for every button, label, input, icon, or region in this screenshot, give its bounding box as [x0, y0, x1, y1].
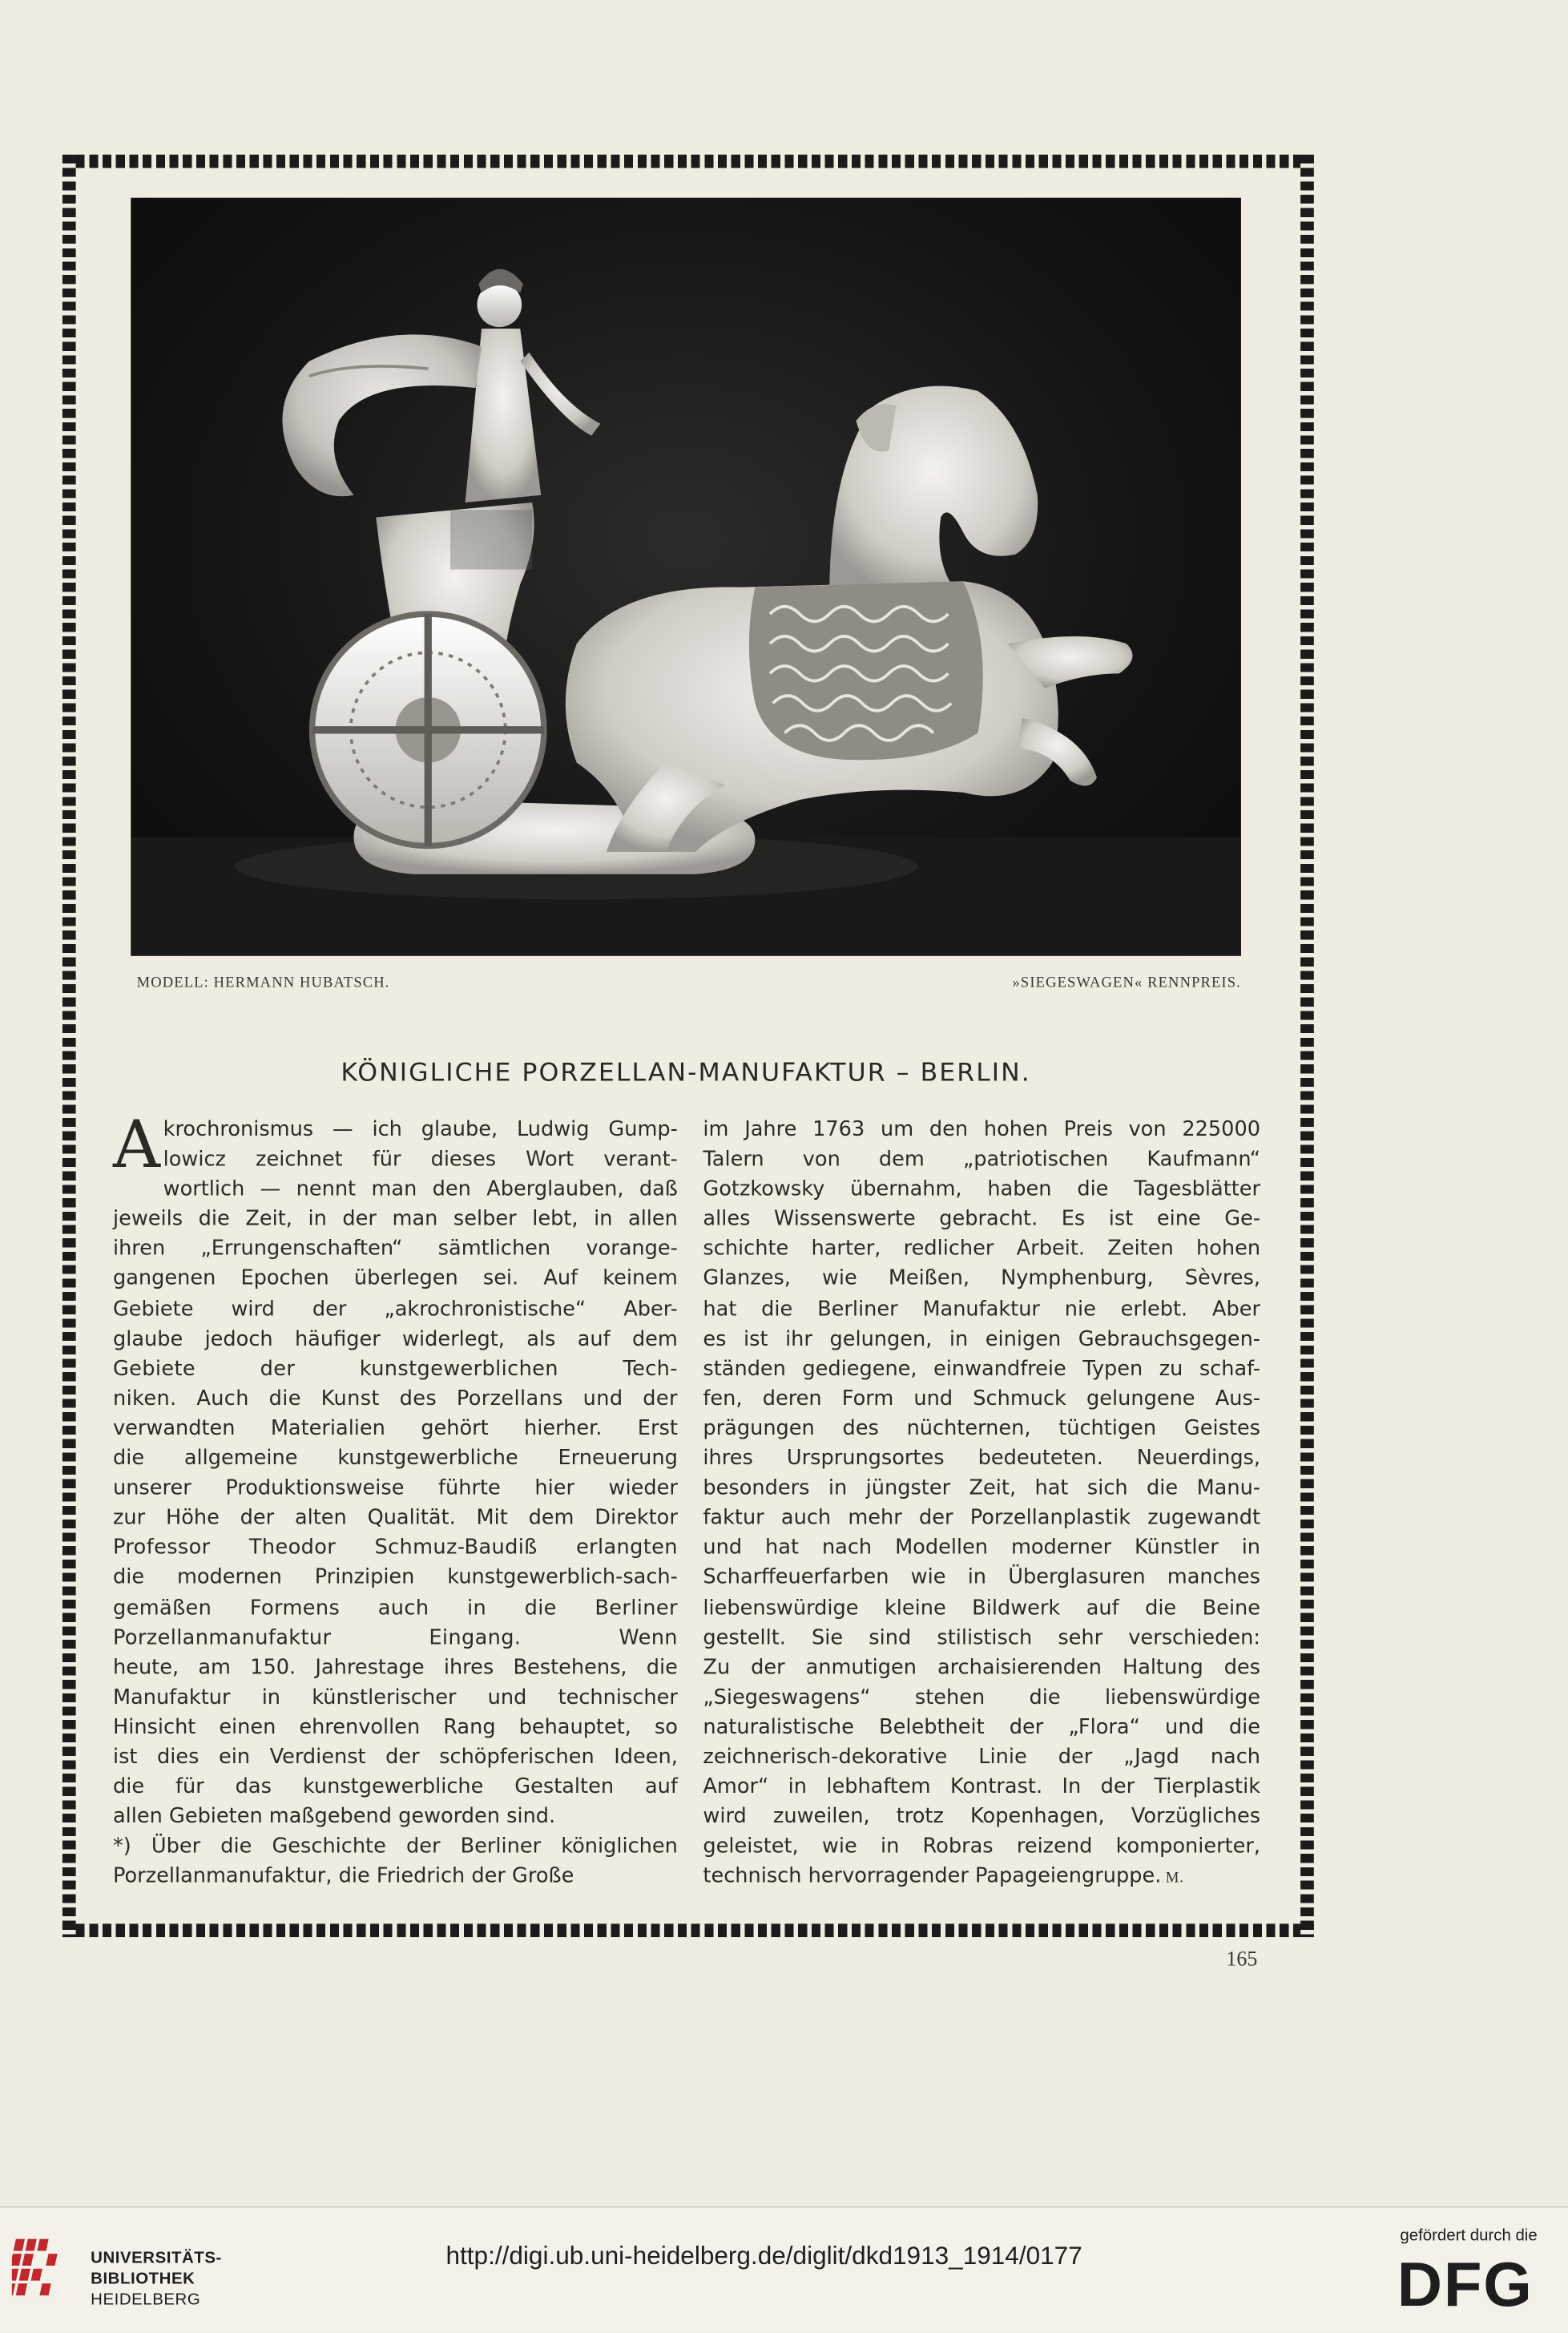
logo-bar [37, 2239, 48, 2251]
text-line: die modernen Prinzipien kunstgewerblich-sach- [112, 1566, 678, 1590]
frame-right [1300, 155, 1314, 1937]
text-line: technisch hervorragender Papageiengruppe. M. [703, 1864, 1184, 1889]
text-line: Porzellanmanufaktur, die Friedrich der Große [112, 1864, 574, 1889]
text-line: glaube jedoch häufiger widerlegt, als auf dem [112, 1326, 678, 1351]
text-line: gestellt. Sie sind stilistisch sehr verschieden: [703, 1625, 1261, 1650]
caption-title: »SIEGESWAGEN« RENNPREIS. [1012, 975, 1241, 992]
logo-bar [12, 2254, 22, 2266]
article-title: KÖNIGLICHE PORZELLAN-MANUFAKTUR – BERLIN. [341, 1058, 1031, 1088]
text-line: Gebiete wird der „akrochronistische“ Aber- [112, 1297, 678, 1322]
library-name-line1: UNIVERSITÄTS- [91, 2249, 222, 2267]
university-library-logo-icon [12, 2230, 80, 2307]
dfg-logo: DFG [1397, 2249, 1534, 2319]
text-line: Porzellanmanufaktur Eingang. Wenn [112, 1625, 678, 1650]
text-line: fen, deren Form und Schmuck gelungene Aus- [703, 1386, 1261, 1411]
page-number: 165 [1226, 1948, 1258, 1972]
text-line: *) Über die Geschichte der Berliner königlichen [112, 1835, 678, 1859]
frame-bottom [62, 1923, 1314, 1937]
text-line: ihres Ursprungsortes bedeuteten. Neuerdings, [703, 1446, 1261, 1471]
logo-bar [46, 2254, 57, 2266]
text-line: unserer Produktionsweise führte hier wieder [112, 1476, 678, 1500]
text-line: jeweils die Zeit, in der man selber lebt, in allen [112, 1207, 678, 1232]
text-line: Professor Theodor Schmuz-Baudiß erlangten [112, 1536, 678, 1560]
text-line: krochronismus — ich glaube, Ludwig Gump- [163, 1117, 678, 1142]
text-line: verwandten Materialien gehört hierher. Erst [112, 1416, 678, 1441]
frame-top [62, 155, 1314, 168]
text-line: zeichnerisch-dekorative Linie der „Jagd nach [703, 1745, 1261, 1770]
text-line: niken. Auch die Kunst des Porzellans und der [112, 1386, 678, 1411]
chariot-photograph [131, 198, 1241, 956]
text-line: Scharffeuerfarben wie in Überglasuren manches [703, 1566, 1261, 1590]
text-line: hat die Berliner Manufaktur nie erlebt. Aber [703, 1297, 1261, 1322]
logo-bar [12, 2269, 18, 2281]
caption-modeller: MODELL: HERMANN HUBATSCH. [136, 975, 390, 992]
text-line: Gotzkowsky übernahm, haben die Tagesblätter [703, 1177, 1261, 1202]
text-line: „Siegeswagens“ stehen die liebenswürdige [703, 1685, 1261, 1709]
text-line: Manufaktur in künstlerischer und technischer [112, 1685, 678, 1709]
text-line: ihren „Errungenschaften“ sämtlichen vorange- [112, 1237, 678, 1261]
text-line: heute, am 150. Jahrestage ihres Bestehens, die [112, 1655, 678, 1680]
library-name-line3: HEIDELBERG [91, 2291, 201, 2309]
article-column-right [703, 1115, 1260, 1891]
dropcap: A [112, 1107, 160, 1184]
text-line: und hat nach Modellen moderner Künstler in [703, 1536, 1261, 1560]
text-line: prägungen des nüchternen, tüchtigen Geistes [703, 1416, 1261, 1441]
text-line: im Jahre 1763 um den hohen Preis von 225000 [703, 1117, 1261, 1142]
text-line: gangenen Epochen überlegen sei. Auf keinem [112, 1267, 678, 1292]
logo-bar [39, 2283, 50, 2295]
text-line: die allgemeine kunstgewerbliche Erneuerung [112, 1446, 678, 1471]
text-line: besonders in jüngster Zeit, hat sich die Manu- [703, 1476, 1261, 1500]
logo-bar [26, 2239, 37, 2251]
text-line: ist dies ein Verdienst der schöpferischen Ideen, [112, 1745, 678, 1770]
logo-bar [22, 2254, 34, 2266]
logo-bar [19, 2269, 30, 2281]
text-line: allen Gebieten maßgebend geworden sind. [112, 1805, 556, 1829]
permalink-url[interactable]: http://digi.ub.uni-heidelberg.de/diglit/dkd1913_1914/0177 [445, 2242, 1082, 2270]
text-line: Zu der anmutigen archaisierenden Haltung des [703, 1655, 1261, 1680]
text-line: zur Höhe der alten Qualität. Mit dem Direktor [112, 1506, 678, 1531]
author-signature: M. [1161, 1871, 1184, 1887]
text-line: schichte harter, redlicher Arbeit. Zeiten hohen [703, 1237, 1261, 1261]
text-line: Hinsicht einen ehrenvollen Rang behauptet, so [112, 1715, 678, 1740]
funding-note: gefördert durch die [1400, 2226, 1538, 2246]
text-line: lowicz zeichnet für dieses Wort verant- [163, 1148, 678, 1172]
text-line: ständen gediegene, einwandfreie Typen zu schaf- [703, 1357, 1261, 1381]
text-line: geleistet, wie in Robras reizend komponierter, [703, 1835, 1261, 1859]
text-line: es ist ihr gelungen, in einigen Gebrauchsgegen- [703, 1326, 1261, 1351]
frame-left [62, 155, 76, 1937]
text-line: gemäßen Formens auch in die Berliner [112, 1596, 678, 1621]
article-column-left [112, 1107, 678, 1891]
text-line: Glanzes, wie Meißen, Nymphenburg, Sèvres, [703, 1267, 1261, 1292]
text-line: wird zuweilen, trotz Kopenhagen, Vorzügliches [703, 1805, 1261, 1829]
text-line: Amor“ in lebhaftem Kontrast. In der Tierplastik [703, 1774, 1261, 1799]
text-line: Gebiete der kunstgewerblichen Tech- [112, 1357, 678, 1381]
text-line: naturalistische Belebtheit der „Flora“ und die [703, 1715, 1261, 1740]
logo-bar [14, 2239, 25, 2251]
text-line: die für das kunstgewerbliche Gestalten auf [112, 1774, 678, 1799]
logo-bar [16, 2283, 27, 2295]
library-name-line2: BIBLIOTHEK [91, 2270, 195, 2288]
text-line: faktur auch mehr der Porzellanplastik zugewandt [703, 1506, 1261, 1531]
logo-bar [31, 2269, 42, 2281]
logo-bar [12, 2283, 15, 2295]
text-line: liebenswürdige kleine Bildwerk auf die Beine [703, 1596, 1261, 1621]
text-line: alles Wissenswerte gebracht. Es ist eine Ge- [703, 1207, 1261, 1232]
text-line: wortlich — nennt man den Aberglauben, daß [163, 1177, 678, 1202]
text-line: Talern von dem „patriotischen Kaufmann“ [703, 1148, 1261, 1172]
